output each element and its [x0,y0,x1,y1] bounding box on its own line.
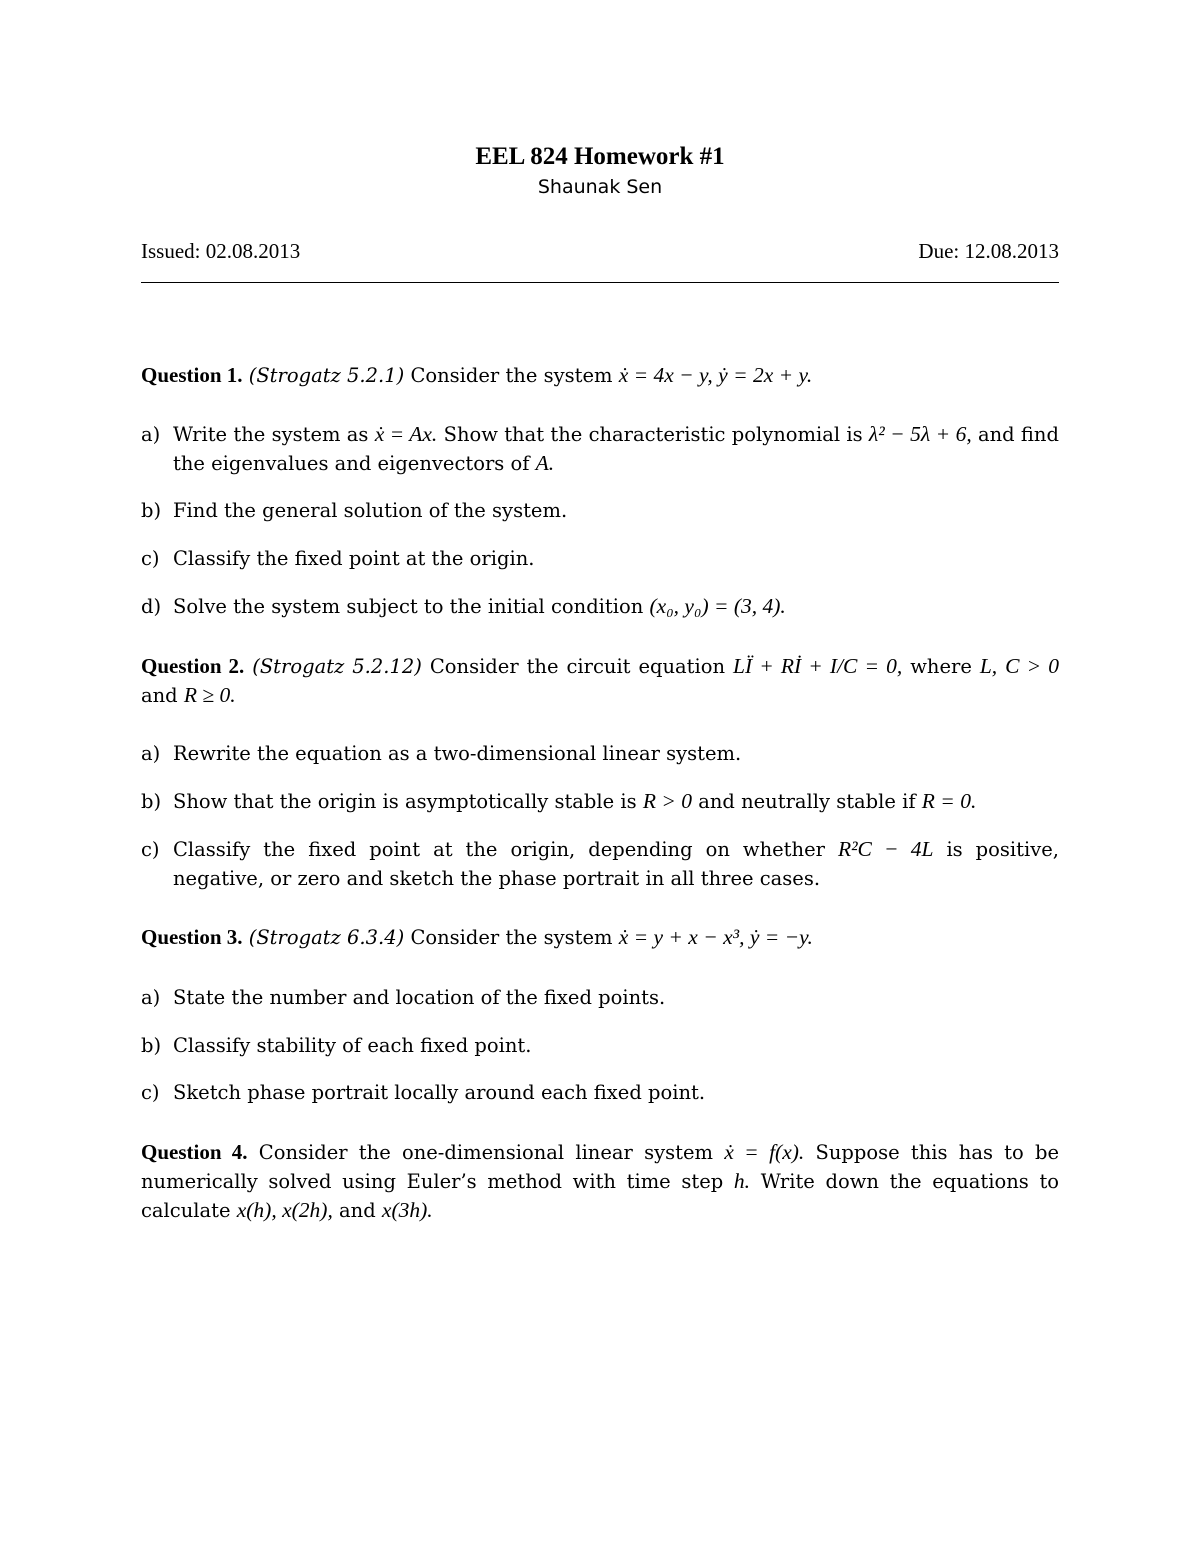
question-4-text-b: Suppose this has to be numerically solved using Euler’s method with time step [141,1141,1060,1193]
question-3-equation: ẋ = y + x − x³, ẏ = −y. [618,925,813,949]
due-date: Due: 12.08.2013 [918,239,1059,263]
question-1-equation: ẋ = 4x − y, ẏ = 2x + y. [618,363,813,387]
part-text-segment: Write the system as [173,423,369,446]
part-text: Find the general solution of the system. [173,499,568,522]
question-1-label: Question 1. [141,363,243,387]
question-2-part-b [141,787,1059,816]
question-4-text-a: Consider the one-dimensional linear system [258,1141,713,1164]
question-4-equation-d: x(3h). [381,1198,433,1222]
question-3-part-b [141,1031,1059,1060]
question-4-equation-c: x(h), x(2h), [236,1198,333,1222]
question-3-label: Question 3. [141,925,243,949]
part-equation: R = 0. [921,789,977,813]
question-4-heading [141,1138,1059,1225]
question-3-prompt: Consider the system [410,926,613,949]
question-4-text-c: Write down the equations to calculate [141,1170,1060,1222]
question-1-part-b [141,496,1059,525]
question-2-part-a [141,739,1059,768]
question-2-equation: LÏ + Rİ + I/C = 0, [733,654,903,678]
part-marker: b) [141,1034,162,1057]
question-1-part-a [141,420,1059,478]
part-text: Sketch phase portrait locally around each fixed point. [173,1081,706,1104]
part-text [173,835,1059,893]
question-2-prompt: Consider the circuit equation [429,655,726,678]
question-2-label: Question 2. [141,654,245,678]
part-equation: R²C − 4L [837,837,934,861]
part-text: Classify stability of each fixed point. [173,1034,532,1057]
part-equation: (x₀, y₀) = (3, 4). [649,594,786,618]
author-name: Shaunak Sen [537,176,663,198]
part-text: Rewrite the equation as a two-dimensional linear system. [173,742,742,765]
part-marker: c) [141,1081,160,1104]
question-2-equation-c: C > 0 [1005,654,1059,678]
question-1-source: (Strogatz 5.2.1) [248,364,405,387]
part-marker: c) [141,838,160,861]
part-marker: b) [141,790,162,813]
page-title: EEL 824 Homework #1 [475,143,725,170]
part-equation: R > 0 [642,789,692,813]
part-text-segment: and neutrally stable if [698,790,916,813]
question-4-equation-b: h. [733,1169,751,1193]
question-3-heading [141,923,1059,952]
question-4-text-d: and [339,1199,376,1222]
part-marker: a) [141,742,161,765]
question-2-prompt-c: and [141,684,178,707]
part-text-segment: and find the eigenvalues and eigenvectors of [173,423,1059,475]
part-text-segment: Classify the fixed point at the origin, depending on whether [173,838,825,861]
part-marker: c) [141,547,160,570]
part-text [173,420,1059,478]
header-divider [141,282,1059,283]
part-marker: b) [141,499,162,522]
part-text [173,592,1059,621]
part-text-segment: Show that the characteristic polynomial is [443,423,863,446]
question-1-part-d [141,592,1059,621]
part-equation: λ² − 5λ + 6, [868,422,972,446]
question-2-source: (Strogatz 5.2.12) [252,655,422,678]
question-3-source: (Strogatz 6.3.4) [248,926,405,949]
question-3-part-a [141,983,1059,1012]
part-equation: ẋ = Ax. [374,422,438,446]
question-2-prompt-b: where [910,655,972,678]
part-marker: a) [141,423,161,446]
question-2-equation-d: R ≥ 0. [183,683,236,707]
question-2-equation-b: L, [979,654,998,678]
question-4-label: Question 4. [141,1140,248,1164]
issued-date: Issued: 02.08.2013 [141,239,301,263]
question-1-heading [141,361,1059,390]
part-text-segment: is positive, negative, or zero and sketch the phase portrait in all three cases. [173,838,1059,890]
question-1-prompt: Consider the system [410,364,613,387]
part-text [173,787,1059,816]
part-text-segment: Solve the system subject to the initial condition [173,595,644,618]
part-text: State the number and location of the fixed points. [173,986,666,1009]
question-1-part-c [141,544,1059,573]
question-4-equation-a: ẋ = f(x). [724,1140,805,1164]
question-2-heading [141,652,1059,710]
question-2-part-c [141,835,1059,893]
part-equation: A. [535,451,555,475]
part-marker: d) [141,595,162,618]
part-text-segment: Show that the origin is asymptotically stable is [173,790,637,813]
part-text: Classify the fixed point at the origin. [173,547,535,570]
part-marker: a) [141,986,161,1009]
question-3-part-c [141,1078,1059,1107]
